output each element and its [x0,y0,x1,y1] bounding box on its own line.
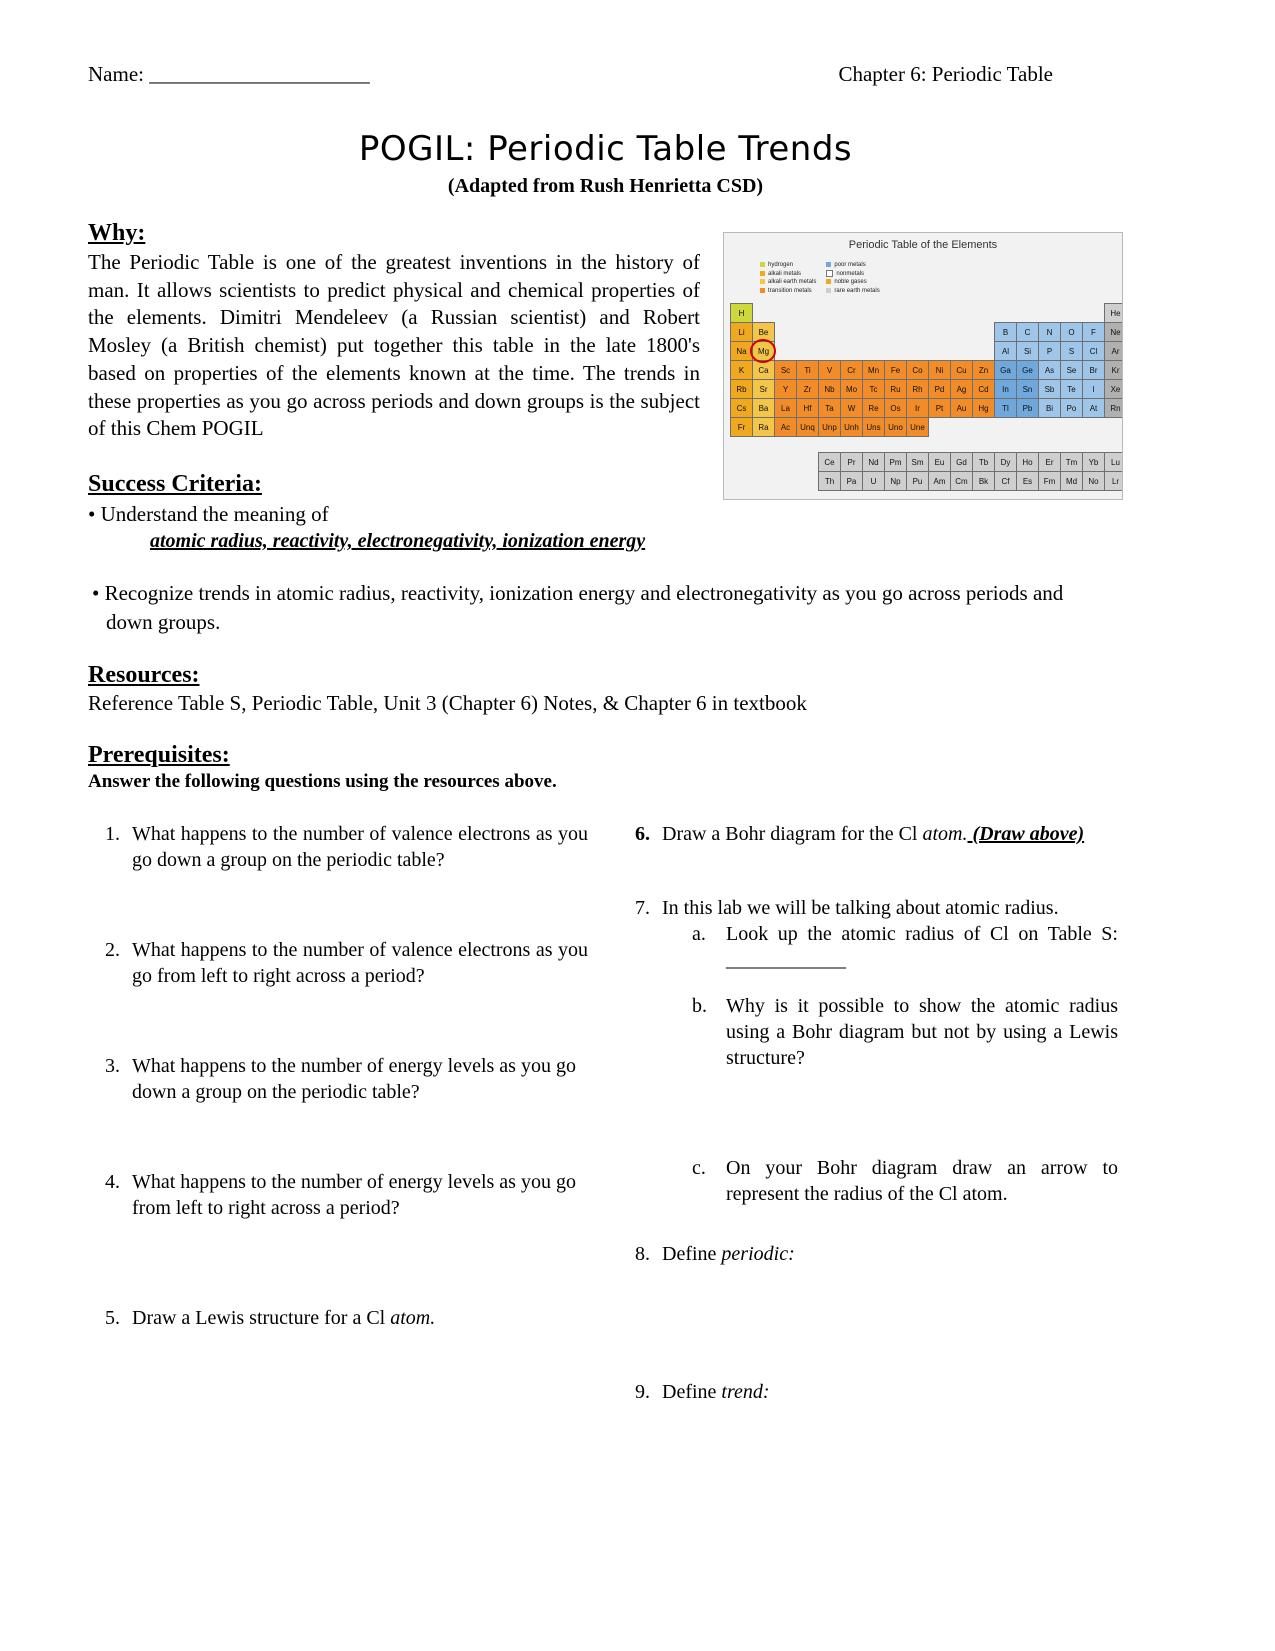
periodic-element-cell: Nd [862,452,885,472]
periodic-element-cell: Se [1060,360,1083,380]
question-item [88,1169,588,1221]
periodic-element-cell: Pu [906,471,929,491]
subquestion-label: a. [692,923,706,946]
periodic-element-cell: V [818,360,841,380]
question-number: 6. [635,823,650,846]
periodic-table-legend [760,261,880,296]
periodic-element-cell: Rh [906,379,929,399]
question-number: 7. [635,897,650,920]
periodic-element-cell: Hg [972,398,995,418]
periodic-element-cell: Ce [818,452,841,472]
question-text-italic: trend: [721,1381,770,1404]
question-item [88,821,588,873]
periodic-element-cell: Sm [906,452,929,472]
periodic-element-cell: Ti [796,360,819,380]
success-criteria-heading: Success Criteria: [88,471,262,498]
periodic-element-cell: Pm [884,452,907,472]
question-subitem [692,993,1118,1071]
periodic-element-cell: Re [862,398,885,418]
periodic-element-cell: Kr [1104,360,1123,380]
periodic-element-cell: Eu [928,452,951,472]
question-number: 8. [635,1243,650,1266]
question-text-plain: Define [662,1381,722,1404]
periodic-element-cell: Sb [1038,379,1061,399]
periodic-element-cell: Zn [972,360,995,380]
question-item [618,1379,1118,1405]
periodic-element-cell: Pr [840,452,863,472]
periodic-element-cell: Uns [862,417,885,437]
periodic-element-cell: K [730,360,753,380]
periodic-element-cell: O [1060,322,1083,342]
periodic-element-cell: Fr [730,417,753,437]
periodic-element-cell: Th [818,471,841,491]
question-text-italic: periodic: [721,1243,795,1266]
question-text-emphasis: (Draw above) [967,823,1085,846]
periodic-element-cell: Unp [818,417,841,437]
periodic-element-cell: Te [1060,379,1083,399]
resources-heading: Resources: [88,662,200,689]
periodic-element-cell: Md [1060,471,1083,491]
question-text [662,821,1118,847]
periodic-element-cell: Sr [752,379,775,399]
periodic-element-cell: W [840,398,863,418]
prerequisites-note: Answer the following questions using the resources above. [88,771,557,793]
periodic-element-cell: He [1104,303,1123,323]
periodic-element-cell: Tb [972,452,995,472]
question-text: What happens to the number of energy levels as you go down a group on the periodic table? [132,1055,576,1104]
question-item [618,895,1118,921]
periodic-element-cell: Dy [994,452,1017,472]
periodic-element-cell: Ru [884,379,907,399]
periodic-element-cell: Am [928,471,951,491]
legend-item-label: nonmetals [836,270,865,277]
periodic-element-cell: As [1038,360,1061,380]
periodic-element-cell: Na [730,341,753,361]
document-content [88,62,1123,1405]
periodic-element-cell: Ac [774,417,797,437]
periodic-element-cell: Ra [752,417,775,437]
periodic-element-cell: Gd [950,452,973,472]
name-field-label: Name: _____________________ [88,62,370,86]
questions-right-column [618,821,1118,1405]
question-text [662,1379,1118,1405]
periodic-element-cell: Mn [862,360,885,380]
periodic-element-cell: Po [1060,398,1083,418]
periodic-element-cell: Si [1016,341,1039,361]
page-title: POGIL: Periodic Table Trends [358,129,853,169]
question-subitem [692,1155,1118,1207]
periodic-element-cell: Br [1082,360,1105,380]
why-heading: Why: [88,220,146,246]
question-text-plain: Draw a Lewis structure for a Cl [132,1307,391,1330]
legend-item-label: transition metals [768,288,812,295]
periodic-element-cell: Tm [1060,452,1083,472]
question-subitem [692,921,1118,973]
periodic-element-cell: Ne [1104,322,1123,342]
periodic-element-cell: Une [906,417,929,437]
periodic-element-cell: S [1060,341,1083,361]
subquestion-label: b. [692,995,707,1018]
question-text: What happens to the number of energy levels as you go from left to right across a period? [132,1171,576,1220]
periodic-element-cell: Pd [928,379,951,399]
question-item [618,821,1118,847]
periodic-element-cell: Co [906,360,929,380]
periodic-element-cell: Cr [840,360,863,380]
resources-section [88,662,1123,716]
periodic-table-image [723,232,1123,500]
periodic-element-cell: Unh [840,417,863,437]
periodic-element-cell: Ta [818,398,841,418]
subquestion-label: c. [692,1157,706,1180]
question-number: 2. [105,939,120,962]
periodic-element-cell: P [1038,341,1061,361]
periodic-element-cell: Ar [1104,341,1123,361]
subquestion-text: On your Bohr diagram draw an arrow to represent the radius of the Cl atom. [726,1157,1118,1206]
periodic-element-cell: Bk [972,471,995,491]
legend-item-label: hydrogen [768,262,794,268]
periodic-element-cell: U [862,471,885,491]
question-text [662,1241,1118,1267]
questions-columns [88,821,1123,1405]
question-text-plain: Draw a Bohr diagram for the Cl [662,823,923,846]
question-number: 9. [635,1381,650,1404]
question-text: In this lab we will be talking about atomic radius. [662,897,1059,920]
periodic-element-cell: Xe [1104,379,1123,399]
periodic-element-cell: Ag [950,379,973,399]
legend-item-label: noble gases [834,279,867,286]
periodic-element-cell: Rb [730,379,753,399]
periodic-element-cell: Zr [796,379,819,399]
success-key-terms: atomic radius, reactivity, electronegativity, ionization energy [150,530,646,553]
periodic-element-cell: In [994,379,1017,399]
periodic-element-cell: Cm [950,471,973,491]
page-subtitle: (Adapted from Rush Henrietta CSD) [447,175,764,197]
question-text: What happens to the number of valence electrons as you go from left to right across a period? [132,939,588,988]
periodic-element-cell: Ho [1016,452,1039,472]
question-number: 3. [105,1055,120,1078]
periodic-element-cell: Es [1016,471,1039,491]
periodic-element-cell: Sn [1016,379,1039,399]
success-bullet-1: • Understand the meaning of [88,502,329,527]
periodic-element-cell: Nb [818,379,841,399]
periodic-element-cell: N [1038,322,1061,342]
periodic-element-cell: Al [994,341,1017,361]
periodic-element-cell: Y [774,379,797,399]
periodic-table-image-title: Periodic Table of the Elements [848,239,998,251]
periodic-element-cell: H [730,303,753,323]
periodic-element-cell: Yb [1082,452,1105,472]
periodic-element-cell: Bi [1038,398,1061,418]
periodic-element-cell: La [774,398,797,418]
question-number: 4. [105,1171,120,1194]
periodic-element-cell: C [1016,322,1039,342]
periodic-element-cell: Cf [994,471,1017,491]
periodic-element-cell: Ni [928,360,951,380]
chapter-label: Chapter 6: Periodic Table [838,62,1053,86]
periodic-element-cell: Lu [1104,452,1123,472]
periodic-element-cell: F [1082,322,1105,342]
questions-left-column [88,821,588,1405]
document-header [88,62,1123,87]
legend-item-label: rare earth metals [834,288,880,295]
periodic-element-cell: Li [730,322,753,342]
periodic-element-cell: Ga [994,360,1017,380]
mg-highlight-circle [750,339,776,363]
periodic-element-cell: No [1082,471,1105,491]
periodic-element-cell: Tl [994,398,1017,418]
legend-item-label: poor metals [834,262,866,268]
periodic-element-cell: Rn [1104,398,1123,418]
periodic-element-cell: Au [950,398,973,418]
periodic-element-cell: Cs [730,398,753,418]
subquestion-text: Look up the atomic radius of Cl on Table S: ____________ [726,923,1118,972]
periodic-element-cell: Pb [1016,398,1039,418]
periodic-element-cell: Fm [1038,471,1061,491]
prerequisites-heading: Prerequisites: [88,742,230,769]
question-number: 1. [105,823,120,846]
question-item [88,1305,588,1331]
periodic-element-cell: Cd [972,379,995,399]
periodic-element-cell: Pa [840,471,863,491]
question-text: What happens to the number of valence electrons as you go down a group on the periodic table? [132,823,588,872]
periodic-element-cell: Cl [1082,341,1105,361]
periodic-element-cell: Mg [752,341,775,361]
periodic-element-cell: Ge [1016,360,1039,380]
legend-item-label: alkali metals [768,270,802,277]
periodic-element-cell: I [1082,379,1105,399]
question-text-plain: Define [662,1243,722,1266]
success-bullet-2: • Recognize trends in atomic radius, reactivity, ionization energy and electronegativity as you go across periods and down groups. [92,581,1064,634]
periodic-element-cell: Hf [796,398,819,418]
periodic-element-cell: Mo [840,379,863,399]
prerequisites-section [88,742,1123,793]
periodic-element-cell: Lr [1104,471,1123,491]
periodic-element-cell: Os [884,398,907,418]
periodic-element-cell: At [1082,398,1105,418]
periodic-element-cell: Tc [862,379,885,399]
periodic-element-cell: Ir [906,398,929,418]
periodic-element-cell: Er [1038,452,1061,472]
periodic-element-cell: Sc [774,360,797,380]
periodic-element-cell: Fe [884,360,907,380]
periodic-element-cell: Cu [950,360,973,380]
question-text-italic: atom. [390,1307,436,1330]
legend-item-label: alkali earth metals [768,279,817,286]
question-item [88,937,588,989]
question-number: 5. [105,1307,120,1330]
periodic-element-cell: Ca [752,360,775,380]
why-body: The Periodic Table is one of the greatest inventions in the history of man. It allows scientists to predict physical and chemical properties of the elements. Dimitri Mendeleev (a Russian scientist) and Robert Mosley (a British chemist) put together this table in the late 1800's based on properties of the elements known at the time. The trends in these properties as you go across periods and down groups is the subject of this Chem POGIL [88,250,700,441]
subquestion-text: Why is it possible to show the atomic radius using a Bohr diagram but not by using a Lewis structure? [726,995,1118,1070]
periodic-element-cell: Np [884,471,907,491]
question-item [88,1053,588,1105]
periodic-element-cell: Uno [884,417,907,437]
question-item [618,1241,1118,1267]
question-text-italic: atom. [922,823,968,846]
periodic-element-cell: Ba [752,398,775,418]
resources-body: Reference Table S, Periodic Table, Unit 3 (Chapter 6) Notes, & Chapter 6 in textbook [88,691,807,716]
periodic-element-cell: B [994,322,1017,342]
periodic-element-cell: Pt [928,398,951,418]
periodic-element-cell: Be [752,322,775,342]
question-text [132,1305,588,1331]
periodic-element-cell: Unq [796,417,819,437]
